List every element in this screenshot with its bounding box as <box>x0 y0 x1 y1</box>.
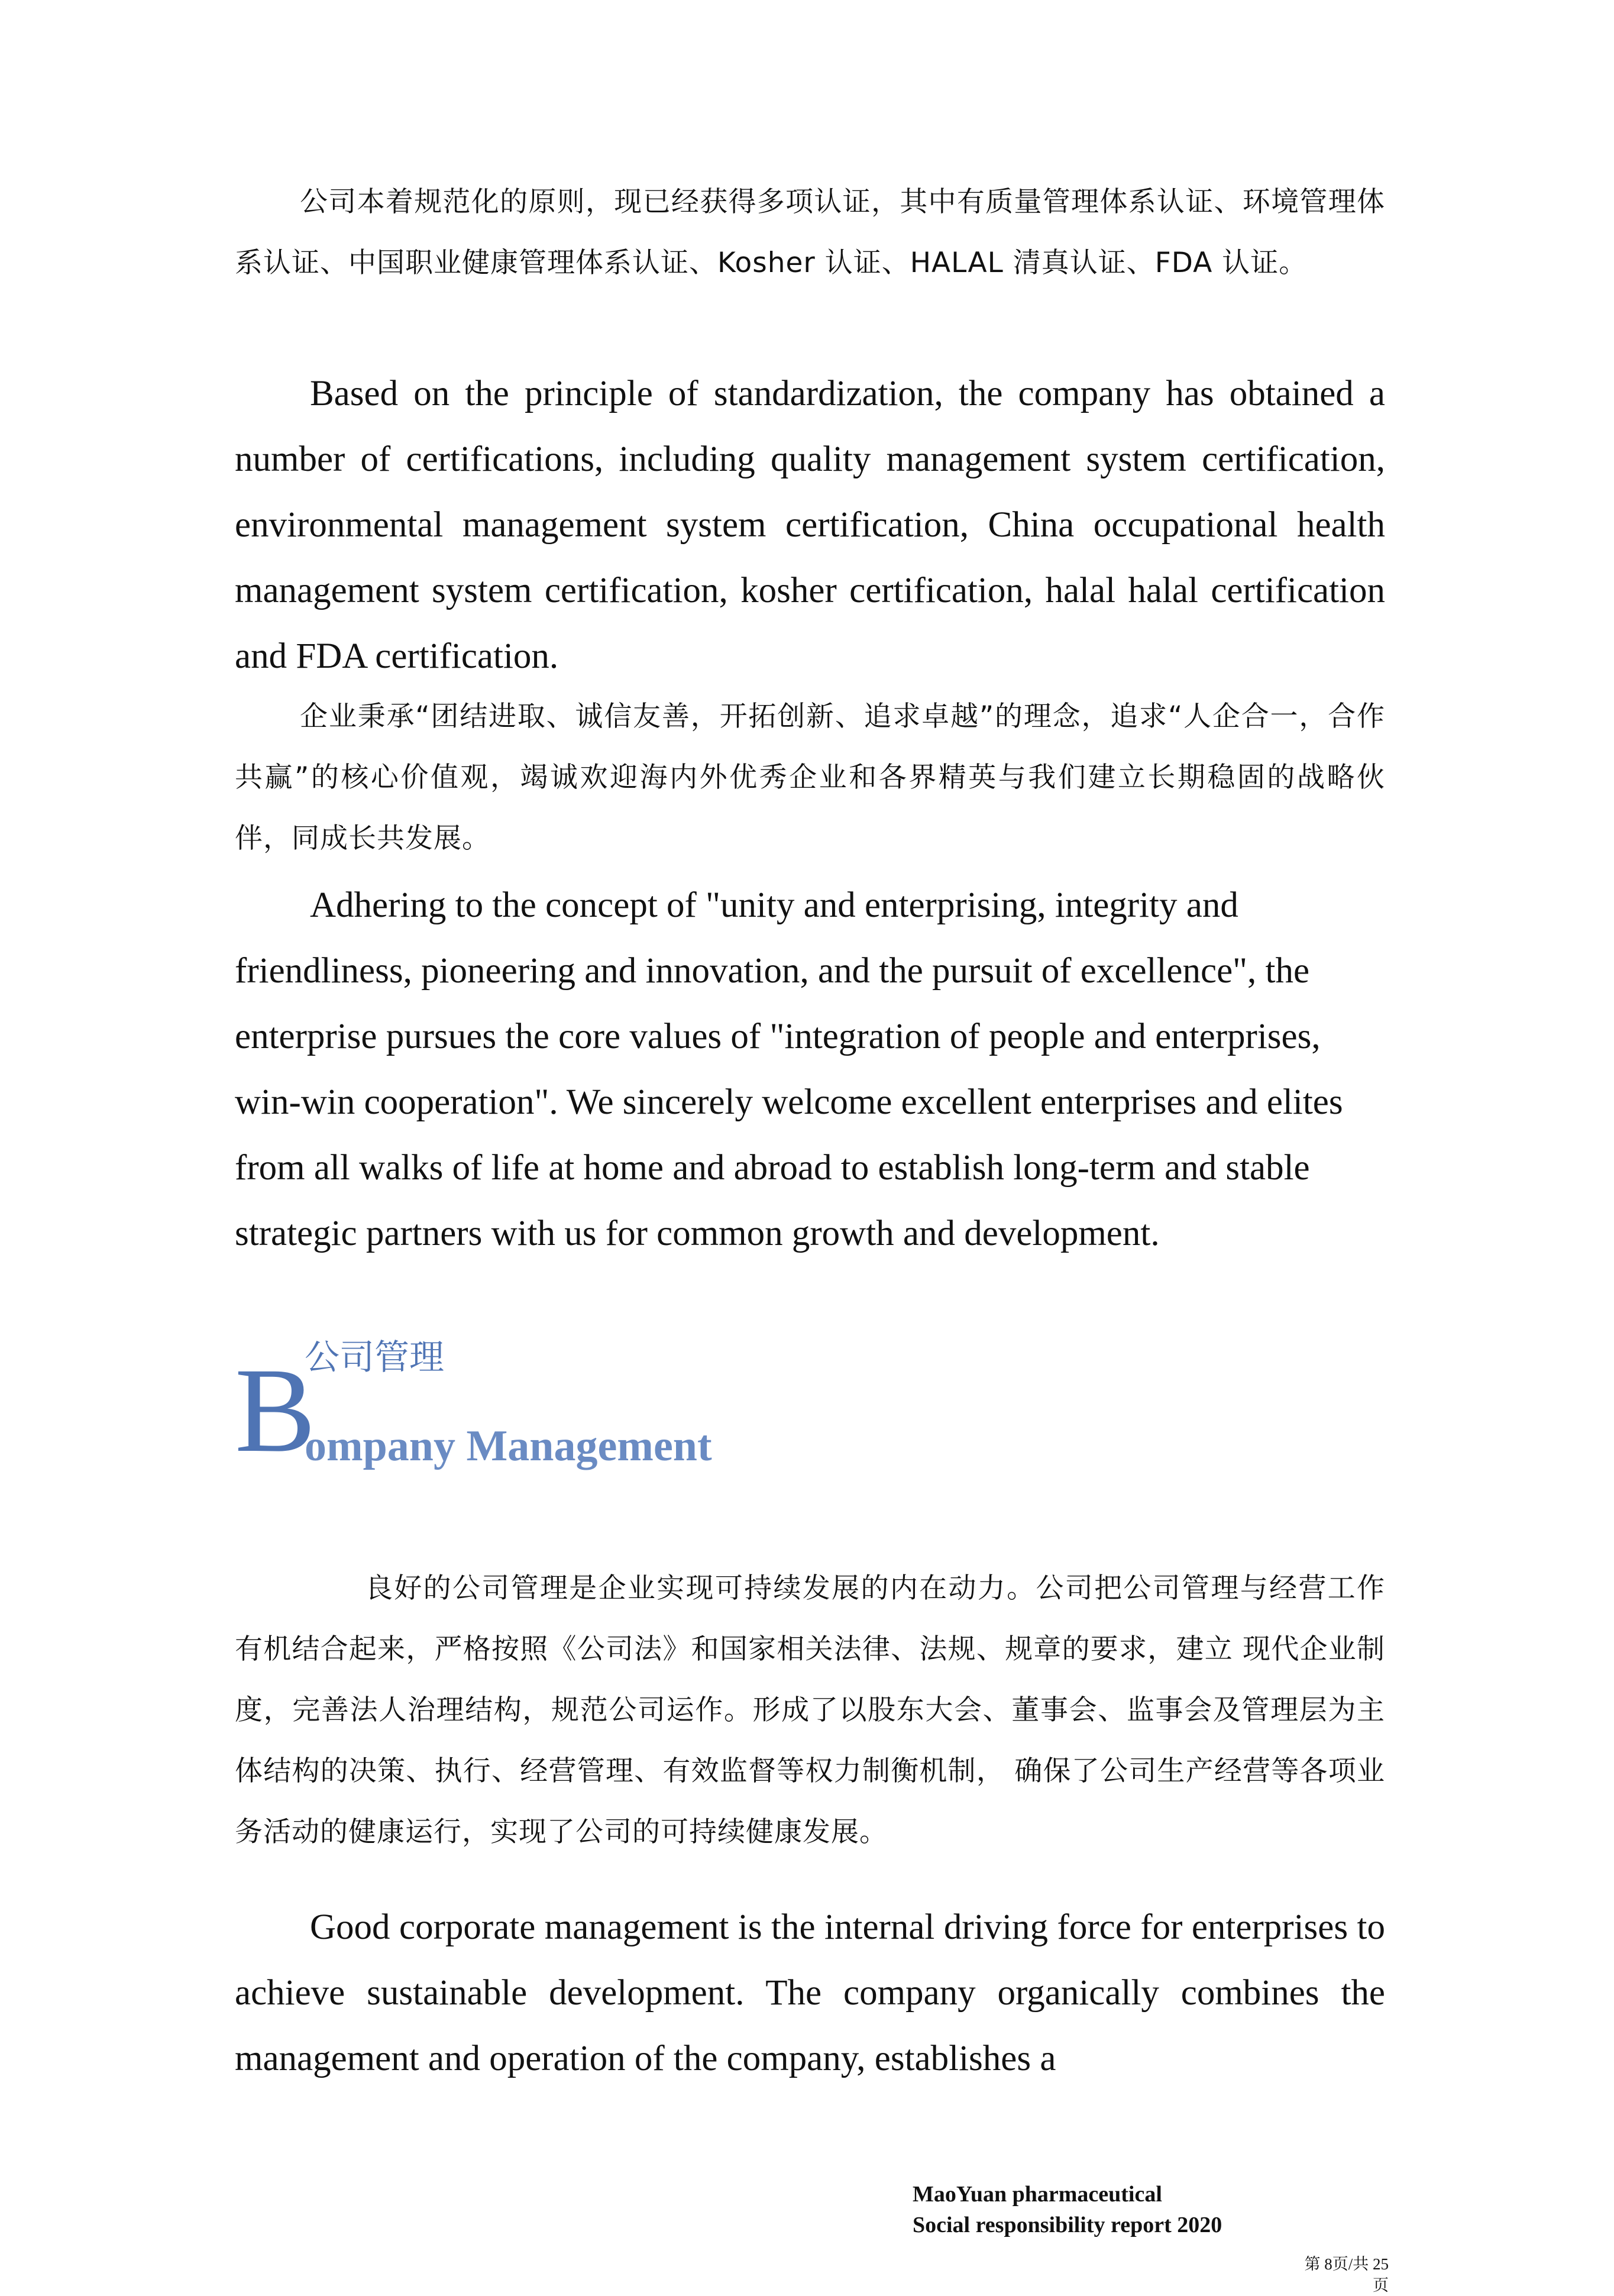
footer-company-name: MaoYuan pharmaceutical <box>913 2182 1162 2207</box>
section-initial-letter: B <box>235 1343 316 1477</box>
paragraph-certifications-cn: 公司本着规范化的原则，现已经获得多项认证，其中有质量管理体系认证、环境管理体系认证、中国职业健康管理体系认证、Kosher 认证、HALAL 清真认证、FDA 认证。 <box>235 186 1385 279</box>
page-number: 第 8页/共 25页 <box>1304 2255 1389 2294</box>
paragraph-values-en: Adhering to the concept of "unity and enterprising, integrity and friendliness, pioneering and innovation, and the pursuit of excellence", the enterprise pursues the core values of "integration of people and enterprises, win-win cooperation". We sincerely welcome excellent enterprises and elites from all walks of life at home and abroad to establish long-term and stable strategic partners with us for common growth and development. <box>235 885 1343 1253</box>
paragraph-management-en: Good corporate management is the internal driving force for enterprises to achieve sustainable development. The company organically combines the management and operation of the company, establishes a <box>235 1907 1385 2078</box>
paragraph-values-cn: 企业秉承“团结进取、诚信友善，开拓创新、追求卓越”的理念，追求“人企合一，合作共赢”的核心价值观，竭诚欢迎海内外优秀企业和各界精英与我们建立长期稳固的战略伙伴，同成长共发展。 <box>235 700 1385 855</box>
footer-report-title: Social responsibility report 2020 <box>913 2213 1222 2237</box>
report-footer <box>913 2179 1222 2240</box>
paragraph-management-cn: 良好的公司管理是企业实现可持续发展的内在动力。公司把公司管理与经营工作 有机结合起来，严格按照《公司法》和国家相关法律、法规、规章的要求，建立 现代企业制度，完善法人治理结构，规范公司运作。形成了以股东大会、董事会、监事会及管理层为主体结构的决策、执行、经营管理、有效监督等权力制衡机制， 确保了公司生产经营等各项业务活动的健康运行，实现了公司的可持续健康发展。 <box>235 1572 1385 1848</box>
paragraph-certifications-en: Based on the principle of standardization, the company has obtained a number of certifications, including quality management system certification, environmental management system certification, China occupational health management system certification, kosher certification, halal halal certification and FDA certification. <box>235 374 1385 676</box>
section-title-cn: 公司管理 <box>305 1337 445 1377</box>
section-heading-company-management <box>235 1334 885 1487</box>
section-title-en: ompany Management <box>305 1422 712 1470</box>
